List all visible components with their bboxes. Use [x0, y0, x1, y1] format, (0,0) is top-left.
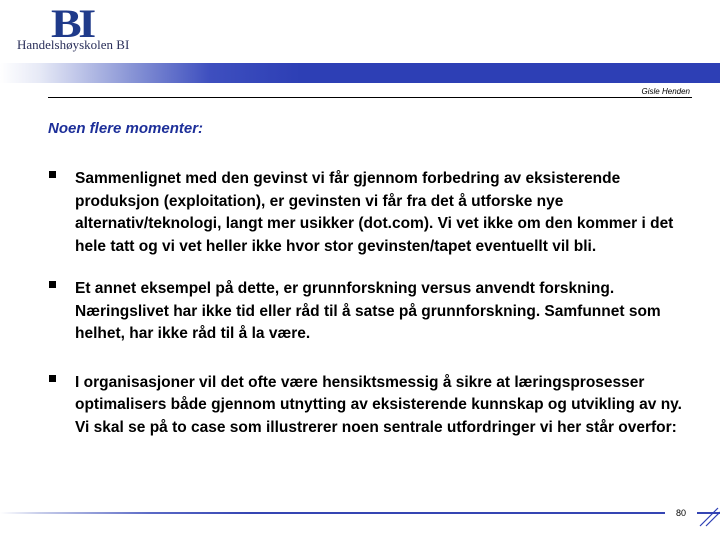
bullet-text: Sammenlignet med den gevinst vi får gjennom forbedring av eksisterende produksjon (exploitation), er gevinsten vi får fra det å utforske nye alternativ/teknologi, langt mer usikker (dot.com). Vi vet ikke om den kommer i det hele tatt og vi vet heller ikke hvor stor gevinsten/tapet eventuellt vil bli. [75, 170, 674, 255]
author-name: Gisle Henden [641, 87, 690, 96]
page-number: 80 [675, 508, 686, 518]
square-bullet-icon [49, 281, 56, 288]
logo-school-name: Handelshøyskolen BI [17, 37, 130, 52]
bi-logo [17, 1, 142, 56]
square-bullet-icon [49, 171, 56, 178]
logo-mark: BI [51, 1, 93, 46]
corner-decoration-icon [698, 504, 720, 528]
bullet-item [48, 168, 698, 258]
bullet-item [48, 278, 698, 346]
footer-divider [0, 512, 720, 514]
bullet-text: Et annet eksempel på dette, er grunnforskning versus anvendt forskning. Næringslivet har ikke tid eller råd til å satse på grunnforskning. Samfunnet som helhet, har ikke råd til å la være. [75, 280, 661, 342]
slide-heading: Noen flere momenter: [48, 120, 204, 137]
square-bullet-icon [49, 375, 56, 382]
header-band [0, 63, 720, 83]
page-number-box [665, 508, 697, 521]
bullet-list [48, 168, 698, 439]
bullet-item [48, 372, 698, 440]
header-divider [48, 97, 692, 98]
bullet-text: I organisasjoner vil det ofte være hensiktsmessig å sikre at læringsprosesser optimalisers både gjennom utnytting av eksisterende kunnskap og utvikling av ny. Vi skal se på to case som illustrerer noen sentrale utfordringer vi her står overfor: [75, 373, 682, 436]
